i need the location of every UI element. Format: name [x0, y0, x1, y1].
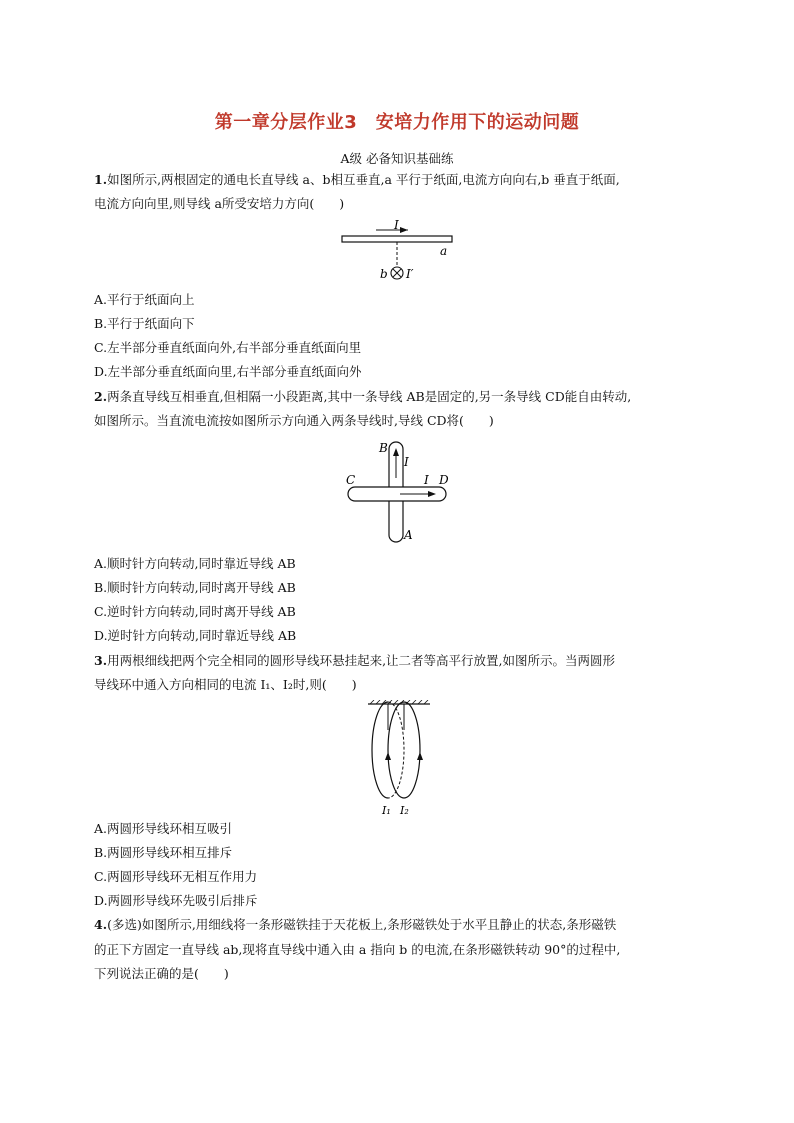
question-2-stem-line2: 如图所示。当直流电流按如图所示方向通入两条导线时,导线 CD将( ) [94, 413, 494, 428]
question-4-stem-line3: 下列说法正确的是( ) [94, 966, 229, 981]
question-4-stem-line1 [94, 916, 616, 934]
ring-1-back [388, 702, 404, 798]
question-number: 1. [94, 172, 108, 187]
question-number: 4. [94, 917, 108, 932]
question-1-stem-line2: 电流方向向里,则导线 a所受安培力方向( ) [94, 196, 345, 211]
q1-option-a: A.平行于纸面向上 [94, 292, 195, 307]
label-wire-b: b [380, 267, 388, 281]
label-current-b: I′ [406, 267, 414, 281]
ring-1-arrow-icon [385, 752, 391, 760]
question-3-stem-line2: 导线环中通入方向相同的电流 I₁、I₂时,则( ) [94, 677, 357, 692]
question-text: 两条直导线互相垂直,但相隔一小段距离,其中一条导线 AB是固定的,另一条导线 CD能自由转动, [107, 389, 632, 404]
question-text: 用两根细线把两个完全相同的圆形导线环悬挂起来,让二者等高平行放置,如图所示。当两圆形 [107, 653, 616, 668]
q3-option-b: B.两圆形导线环相互排斥 [94, 845, 233, 860]
ring-1-front [372, 702, 388, 798]
label-wire-a: a [440, 244, 448, 258]
label-B: B [379, 441, 388, 455]
question-text: 如图所示,两根固定的通电长直导线 a、b相互垂直,a 平行于纸面,电流方向向右,b 垂直于纸面, [107, 172, 620, 187]
label-I2: I₂ [400, 804, 409, 817]
wire-a [342, 236, 452, 242]
q1-option-d: D.左半部分垂直纸面向里,右半部分垂直纸面向外 [94, 364, 362, 379]
section-heading: A级 必备知识基础练 [340, 151, 454, 166]
arrow-head-icon [400, 227, 408, 233]
q2-option-b: B.顺时针方向转动,同时离开导线 AB [94, 580, 296, 595]
q2-option-a: A.顺时针方向转动,同时靠近导线 AB [94, 556, 296, 571]
question-2-figure [340, 438, 458, 548]
question-number: 2. [94, 389, 108, 404]
q3-option-a: A.两圆形导线环相互吸引 [94, 821, 233, 836]
question-2-stem-line1 [94, 388, 631, 406]
question-1-stem-line1 [94, 171, 620, 189]
page-title: 第一章分层作业3 安培力作用下的运动问题 [214, 112, 580, 133]
q1-option-b: B.平行于纸面向下 [94, 316, 195, 331]
label-D: D [439, 473, 449, 487]
label-A: A [404, 528, 413, 542]
question-3-stem-line1 [94, 652, 615, 670]
question-3-figure [362, 700, 436, 818]
q3-option-c: C.两圆形导线环无相互作用力 [94, 869, 258, 884]
label-current-a: I [394, 218, 399, 232]
q2-option-c: C.逆时针方向转动,同时离开导线 AB [94, 604, 296, 619]
question-text: (多选)如图所示,用细线将一条形磁铁挂于天花板上,条形磁铁处于水平且静止的状态,条形磁铁 [107, 917, 617, 932]
question-1-figure [336, 218, 460, 284]
q3-option-d: D.两圆形导线环先吸引后排斥 [94, 893, 258, 908]
label-I-vertical: I [404, 455, 409, 469]
question-number: 3. [94, 653, 108, 668]
label-I1: I₁ [382, 804, 391, 817]
ring-2-arrow-icon [417, 752, 423, 760]
q1-option-c: C.左半部分垂直纸面向外,右半部分垂直纸面向里 [94, 340, 362, 355]
q2-option-d: D.逆时针方向转动,同时靠近导线 AB [94, 628, 297, 643]
label-I-horizontal: I [424, 473, 429, 487]
label-C: C [346, 473, 356, 487]
question-4-stem-line2: 的正下方固定一直导线 ab,现将直导线中通入由 a 指向 b 的电流,在条形磁铁转动 90°的过程中, [94, 942, 621, 957]
